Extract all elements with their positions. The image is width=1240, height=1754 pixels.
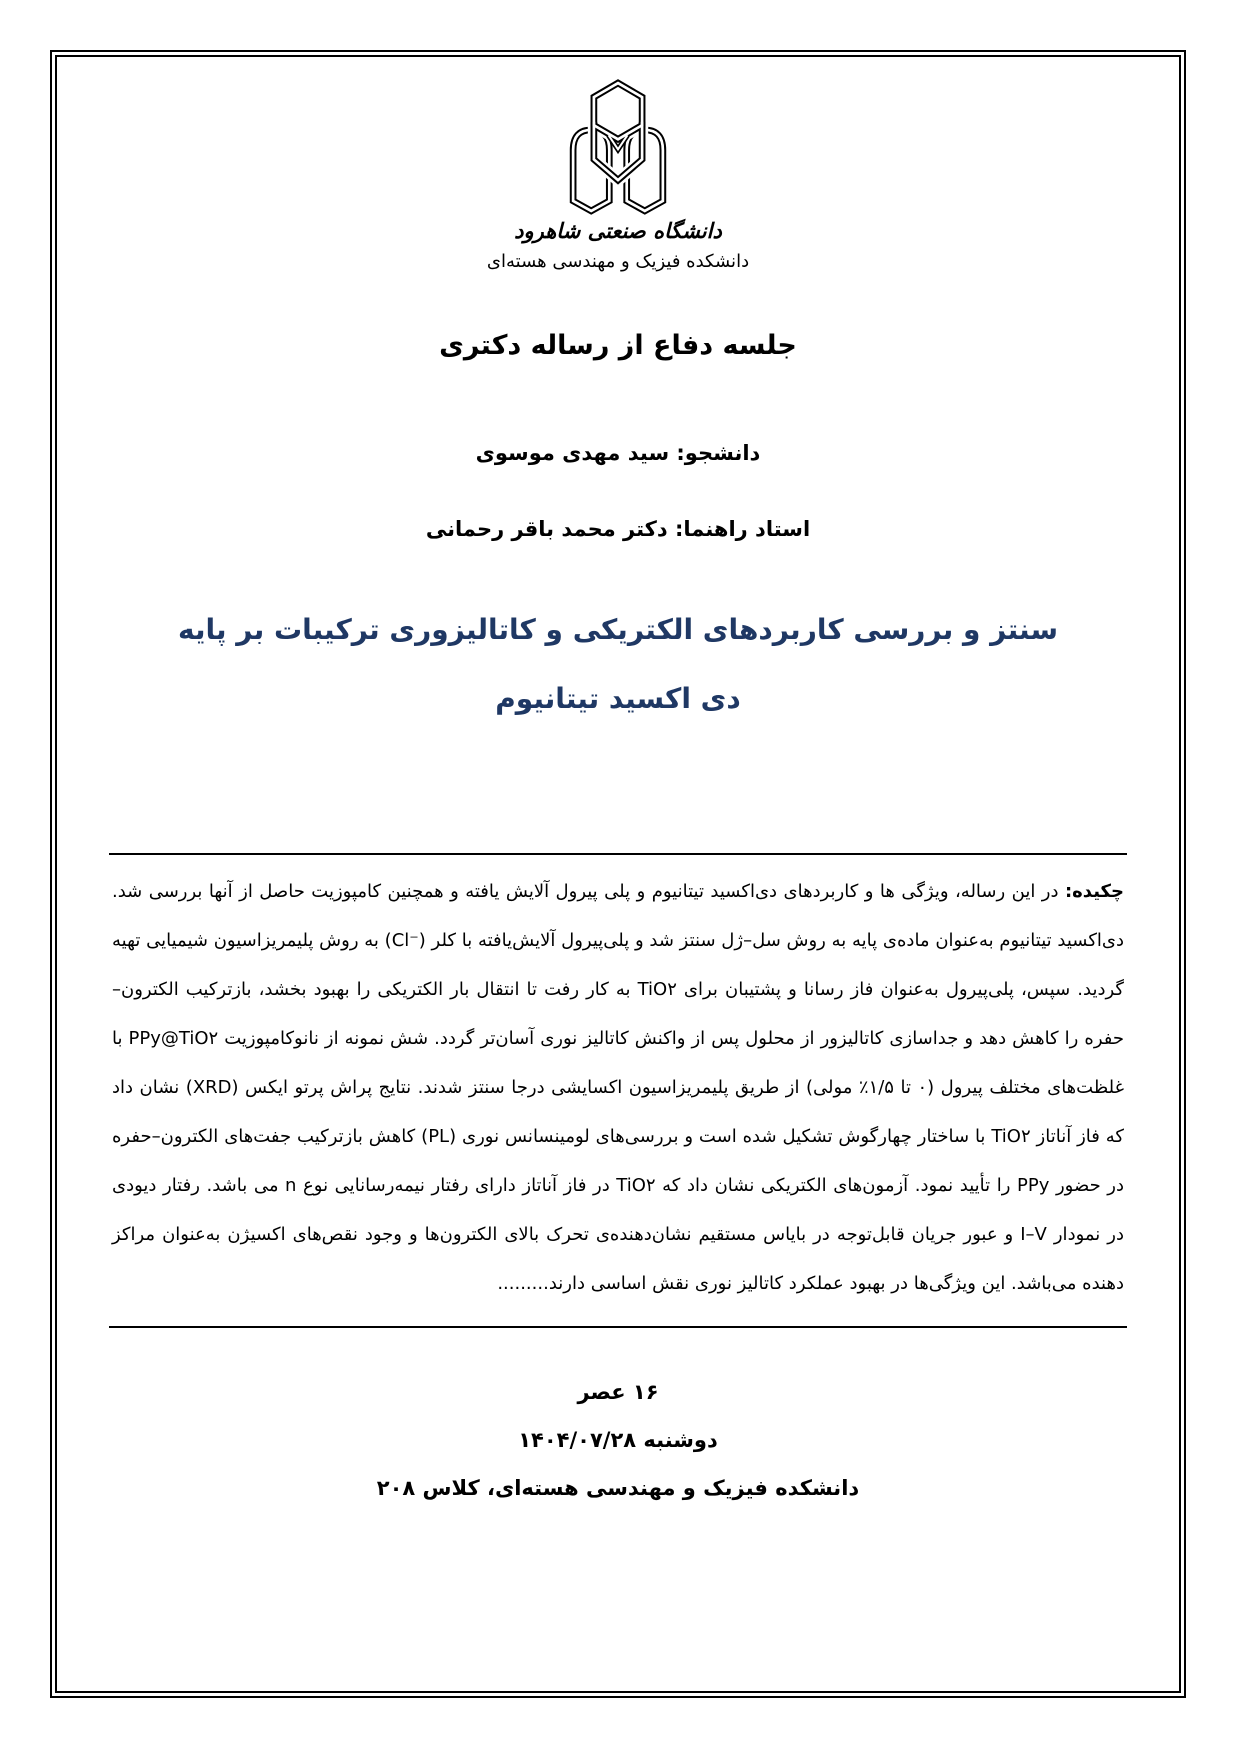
defense-session-title: جلسه دفاع از رساله دکتری <box>439 330 797 361</box>
university-name-calligraphy: دانشگاه صنعتی شاهرود <box>514 219 722 243</box>
logo-container <box>57 75 1179 272</box>
footer-block <box>57 1368 1179 1512</box>
defense-time: ۱۶ عصر <box>577 1380 659 1404</box>
abstract-bottom-rule <box>109 1326 1127 1328</box>
university-logo-icon <box>551 75 685 219</box>
supervisor-line: استاد راهنما: دکتر محمد باقر رحمانی <box>425 517 811 541</box>
student-line: دانشجو: سید مهدی موسوی <box>475 441 761 465</box>
faculty-name: دانشکده فیزیک و مهندسی هسته‌ای <box>486 251 750 272</box>
thesis-title-line1: سنتز و بررسی کاربردهای الکتریکی و کاتالیزوری ترکیبات بر پایه <box>178 613 1058 646</box>
abstract-body: در این رساله، ویژگی ها و کاربردهای دی‌اکسید تیتانیوم و پلی پیرول آلایش یافته و همچنین کامپوزیت حاصل از آنها بررسی شد. دی‌اکسید تیتانیوم به‌عنوان ماده‌ی پایه به روش سل–ژل سنتز شد و پلی‌پیرول آلایش‌یافته با کلر ‎(Cl⁻)‎ به روش پلیمریزاسیون شیمیایی تهیه گردید. سپس، پلی‌پیرول به‌عنوان فاز رسانا و پشتیبان برای TiO۲ به کار رفت تا انتقال بار الکتریکی را بهبود بخشد، بازترکیب الکترون–حفره را کاهش دهد و جداسازی کاتالیزور از محلول پس از واکنش کاتالیز نوری آسان‌تر گردد. شش نمونه از نانوکامپوزیت PPy@TiO۲ با غلظت‌های مختلف پیرول (۰ تا ۱/۵٪ مولی) از طریق پلیمریزاسیون اکسایشی درجا سنتز شدند. نتایج پراش پرتو ایکس (XRD) نشان داد که فاز آناتاز TiO۲ با ساختار چهارگوش تشکیل شده است و بررسی‌های لومینسانس نوری (PL) کاهش بازترکیب جفت‌های الکترون–حفره در حضور PPy را تأیید نمود. آزمون‌های الکتریکی نشان داد که TiO۲ در فاز آناتاز دارای رفتار نیمه‌رسانایی نوع n می باشد. رفتار دیودی در نمودار I–V و عبور جریان قابل‌توجه در بایاس مستقیم نشان‌دهنده‌ی تحرک بالای الکترون‌ها و وجود نقص‌های اکسیژن به‌عنوان مراکز دهنده می‌باشد. این ویژگی‌ها در بهبود عملکرد کاتالیز نوری نقش اساسی دارند......... <box>112 881 1124 1294</box>
abstract-top-rule <box>109 853 1127 855</box>
abstract-paragraph <box>112 867 1124 1308</box>
page-frame-outer <box>50 50 1186 1698</box>
page-frame-inner <box>55 55 1181 1693</box>
defense-location: دانشکده فیزیک و مهندسی هسته‌ای، کلاس ۲۰۸ <box>376 1476 860 1500</box>
abstract-label: چکیده: <box>1064 881 1124 902</box>
defense-date: دوشنبه ۱۴۰۴/۰۷/۲۸ <box>518 1428 718 1452</box>
thesis-title-line2: دی اکسید تیتانیوم <box>495 682 741 715</box>
